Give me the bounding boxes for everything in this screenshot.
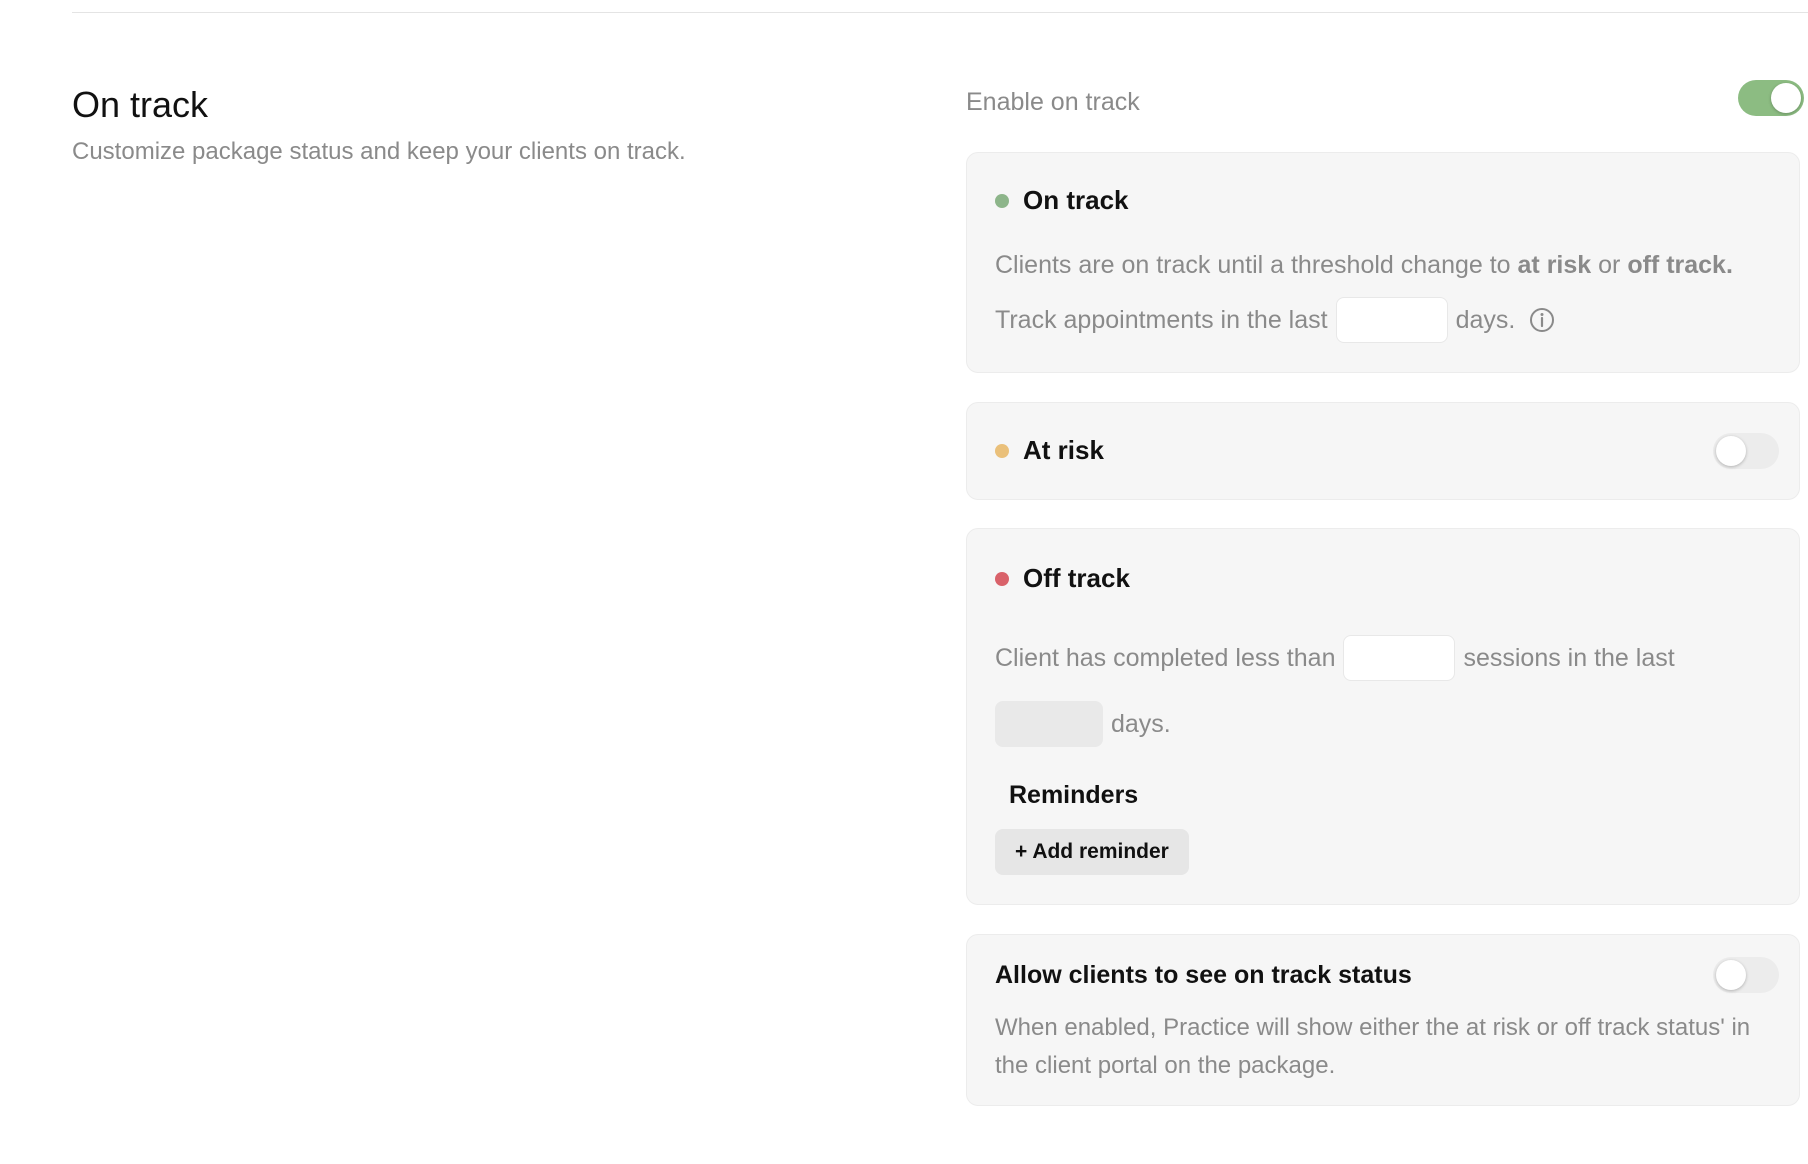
at-risk-toggle[interactable] (1713, 433, 1779, 469)
track-appointments-label: Track appointments in the last (995, 305, 1328, 334)
at-risk-name: At risk (1023, 435, 1104, 465)
on-track-header (995, 185, 1129, 216)
off-track-sessions-row (995, 633, 1675, 683)
at-risk-header (995, 435, 1104, 466)
track-appointments-row (995, 295, 1555, 345)
section-title: On track (72, 84, 209, 125)
status-dot-icon (995, 444, 1009, 458)
sessions-prefix: Client has completed less than (995, 643, 1336, 672)
on-track-desc-prefix: Clients are on track until a threshold change to (995, 251, 1518, 279)
on-track-desc-mid: or (1591, 251, 1628, 279)
off-track-days-input[interactable] (995, 701, 1103, 747)
track-days-input[interactable] (1336, 297, 1448, 343)
track-days-suffix: days. (1455, 305, 1516, 334)
reminders-title: Reminders (1009, 781, 1139, 809)
enable-on-track-toggle[interactable] (1738, 80, 1804, 116)
on-track-description (995, 251, 1733, 280)
at-risk-emphasis: at risk (1517, 251, 1592, 279)
sessions-suffix: sessions in the last (1463, 643, 1675, 672)
allow-clients-title: Allow clients to see on track status (995, 961, 1412, 989)
at-risk-card (966, 402, 1800, 500)
toggle-knob (1716, 960, 1746, 990)
info-circle-icon[interactable] (1529, 307, 1555, 333)
off-track-card (966, 528, 1800, 905)
on-track-card (966, 152, 1800, 373)
status-dot-icon (995, 194, 1009, 208)
section-subtitle: Customize package status and keep your clients on track. (72, 138, 686, 165)
top-divider (72, 12, 1808, 13)
on-track-name: On track (1023, 185, 1129, 215)
allow-clients-card (966, 934, 1800, 1106)
off-track-days-suffix: days. (1111, 709, 1171, 738)
off-track-days-row (995, 699, 1171, 749)
add-reminder-button[interactable]: + Add reminder (995, 829, 1189, 875)
allow-clients-description: When enabled, Practice will show either the at risk or off track status' in the client portal on the package. (995, 1014, 1751, 1079)
sessions-input[interactable] (1343, 635, 1455, 681)
toggle-knob (1771, 83, 1801, 113)
off-track-header (995, 563, 1130, 594)
allow-clients-toggle[interactable] (1713, 957, 1779, 993)
off-track-emphasis: off track. (1627, 251, 1733, 279)
enable-on-track-label: Enable on track (966, 88, 1140, 116)
toggle-knob (1716, 436, 1746, 466)
status-dot-icon (995, 572, 1009, 586)
off-track-name: Off track (1023, 563, 1130, 593)
